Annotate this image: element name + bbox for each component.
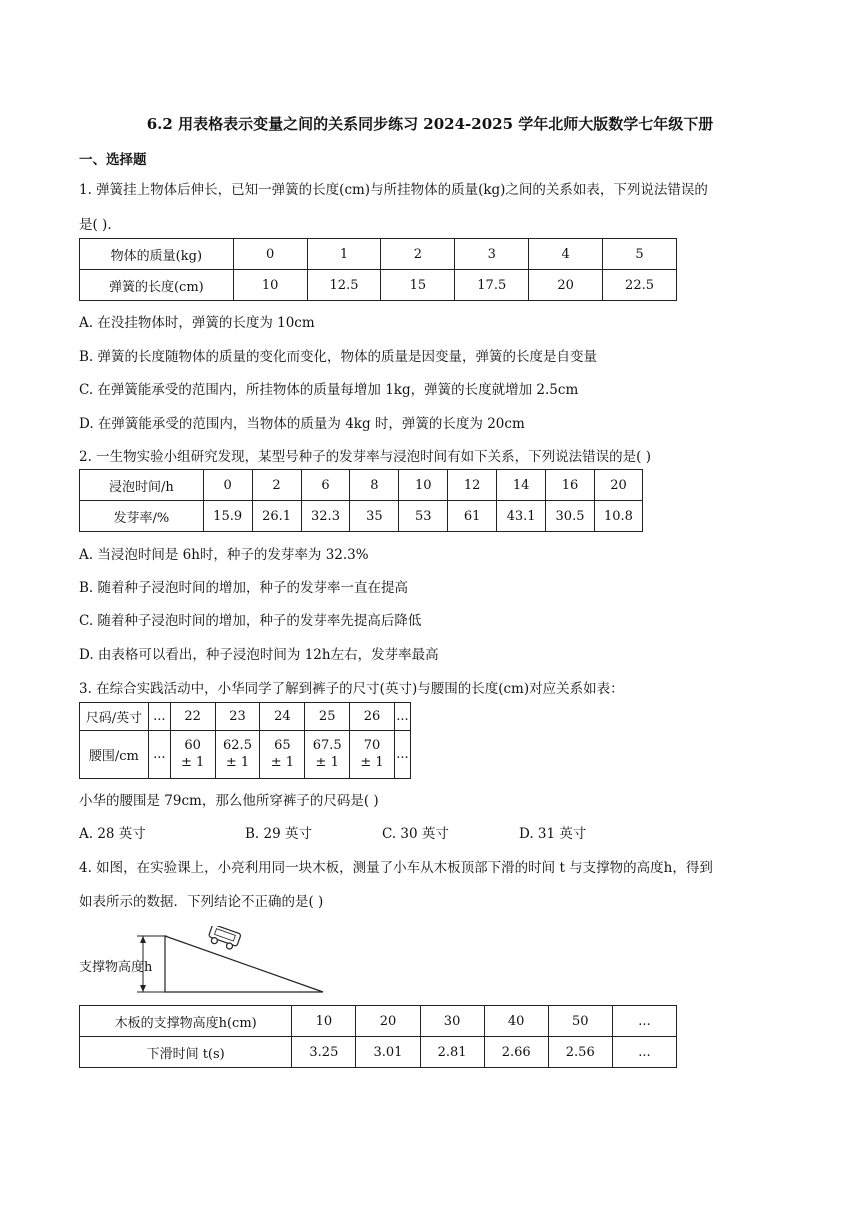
- q2-option-d: D. 由表格可以看出，种子浸泡时间为 12h左右，发芽率最高: [79, 647, 439, 663]
- q1-option-d: D. 在弹簧能承受的范围内，当物体的质量为 4kg 时，弹簧的长度为 20cm: [79, 416, 525, 432]
- table-cell: 5: [603, 239, 677, 270]
- table-cell: 木板的支撑物高度h(cm): [80, 1006, 292, 1037]
- table-cell: 15: [381, 270, 455, 301]
- arrow-up-icon: [140, 936, 146, 943]
- table-cell: 26.1: [252, 501, 301, 532]
- table-cell: ...: [612, 1037, 676, 1068]
- table-cell: 30.5: [546, 501, 595, 532]
- q3-option-b: B. 29 英寸: [245, 826, 312, 842]
- table-cell: 60 ± 1: [170, 731, 215, 779]
- q4-stem-line2: 如表所示的数据．下列结论不正确的是( ): [79, 894, 324, 910]
- table-cell: 20: [529, 270, 603, 301]
- table-cell: 3.01: [356, 1037, 420, 1068]
- table-cell: 23: [215, 703, 260, 731]
- table-cell: 40: [484, 1006, 548, 1037]
- cart-icon: [207, 926, 241, 951]
- table-row: [80, 731, 411, 779]
- table-row: [80, 1006, 677, 1037]
- table-cell: 20: [594, 470, 642, 501]
- q4-table: [79, 1005, 677, 1068]
- table-cell: 发芽率/%: [80, 501, 204, 532]
- table-cell: 1: [307, 239, 381, 270]
- arrow-down-icon: [140, 985, 146, 992]
- table-cell: 0: [233, 239, 307, 270]
- table-cell: ...: [394, 731, 410, 779]
- table-cell: 14: [497, 470, 546, 501]
- q1-option-c: C. 在弹簧能承受的范围内，所挂物体的质量每增加 1kg，弹簧的长度就增加 2.5cm: [79, 382, 579, 398]
- table-cell: 12: [448, 470, 497, 501]
- table-cell: 10: [233, 270, 307, 301]
- table-cell: 15.9: [203, 501, 252, 532]
- q3-option-d: D. 31 英寸: [519, 826, 587, 842]
- q1-stem-line2: 是( ).: [79, 217, 112, 233]
- table-cell: 16: [546, 470, 595, 501]
- q1-option-b: B. 弹簧的长度随物体的质量的变化而变化，物体的质量是因变量，弹簧的长度是自变量: [79, 349, 598, 365]
- table-cell: 67.5 ± 1: [305, 731, 350, 779]
- table-row: [80, 470, 643, 501]
- table-cell: 2.81: [420, 1037, 484, 1068]
- q3-stem: 3. 在综合实践活动中，小华同学了解到裤子的尺寸(英寸)与腰围的长度(cm)对应关系如表：: [79, 681, 624, 697]
- table-cell: 弹簧的长度(cm): [80, 270, 234, 301]
- q2-table: [79, 469, 643, 532]
- section-heading: 一、选择题: [79, 152, 147, 168]
- table-cell: 22.5: [603, 270, 677, 301]
- table-cell: 物体的质量(kg): [80, 239, 234, 270]
- table-cell: 2.56: [548, 1037, 612, 1068]
- table-row: [80, 239, 677, 270]
- table-cell: 6: [301, 470, 350, 501]
- page-title: 6.2 用表格表示变量之间的关系同步练习 2024-2025 学年北师大版数学七年级下册: [146, 115, 714, 133]
- table-cell: 0: [203, 470, 252, 501]
- table-cell: 10: [292, 1006, 356, 1037]
- table-cell: 10: [399, 470, 448, 501]
- table-cell: 25: [305, 703, 350, 731]
- table-cell: 30: [420, 1006, 484, 1037]
- q2-stem: 2. 一生物实验小组研究发现，某型号种子的发芽率与浸泡时间有如下关系，下列说法错误的是( ): [79, 449, 651, 465]
- q1-stem-line1: 1. 弹簧挂上物体后伸长，已知一弹簧的长度(cm)与所挂物体的质量(kg)之间的关系如表，下列说法错误的: [79, 182, 708, 198]
- q4-stem-line1: 4. 如图，在实验课上，小亮利用同一块木板，测量了小车从木板顶部下滑的时间 t 与支撑物的高度h，得到: [79, 860, 713, 876]
- table-cell: 43.1: [497, 501, 546, 532]
- q3-option-a: A. 28 英寸: [79, 826, 146, 842]
- table-cell: 下滑时间 t(s): [80, 1037, 292, 1068]
- table-cell: 4: [529, 239, 603, 270]
- table-cell: ...: [148, 731, 170, 779]
- table-cell: 17.5: [455, 270, 529, 301]
- table-cell: 3: [455, 239, 529, 270]
- table-row: [80, 501, 643, 532]
- q1-table: [79, 238, 677, 301]
- table-cell: ...: [612, 1006, 676, 1037]
- figure-label: 支撑物高度h: [79, 960, 153, 975]
- table-cell: 24: [260, 703, 305, 731]
- incline-diagram: [79, 926, 339, 1000]
- table-cell: 10.8: [594, 501, 642, 532]
- incline-figure: [79, 926, 339, 1000]
- table-cell: 3.25: [292, 1037, 356, 1068]
- table-cell: 腰围/cm: [80, 731, 149, 779]
- table-cell: ...: [394, 703, 410, 731]
- q3-options: [79, 822, 699, 842]
- table-cell: 53: [399, 501, 448, 532]
- table-cell: ...: [148, 703, 170, 731]
- table-cell: 浸泡时间/h: [80, 470, 204, 501]
- q3-table: [79, 702, 411, 779]
- table-cell: 2: [252, 470, 301, 501]
- table-cell: 22: [170, 703, 215, 731]
- table-cell: 70 ± 1: [350, 731, 395, 779]
- table-cell: 50: [548, 1006, 612, 1037]
- table-cell: 12.5: [307, 270, 381, 301]
- q2-option-b: B. 随着种子浸泡时间的增加，种子的发芽率一直在提高: [79, 580, 409, 596]
- q2-option-c: C. 随着种子浸泡时间的增加，种子的发芽率先提高后降低: [79, 613, 422, 629]
- table-cell: 32.3: [301, 501, 350, 532]
- table-cell: 20: [356, 1006, 420, 1037]
- table-cell: 62.5 ± 1: [215, 731, 260, 779]
- table-cell: 61: [448, 501, 497, 532]
- table-cell: 2: [381, 239, 455, 270]
- table-row: [80, 703, 411, 731]
- q3-option-c: C. 30 英寸: [382, 826, 449, 842]
- table-cell: 8: [350, 470, 399, 501]
- q1-option-a: A. 在没挂物体时，弹簧的长度为 10cm: [79, 315, 315, 331]
- table-cell: 尺码/英寸: [80, 703, 149, 731]
- incline-board: [165, 936, 323, 992]
- table-cell: 65 ± 1: [260, 731, 305, 779]
- table-row: [80, 1037, 677, 1068]
- q3-question: 小华的腰围是 79cm，那么他所穿裤子的尺码是( ): [79, 793, 379, 809]
- q2-option-a: A. 当浸泡时间是 6h时，种子的发芽率为 32.3%: [79, 547, 369, 563]
- table-row: [80, 270, 677, 301]
- table-cell: 35: [350, 501, 399, 532]
- table-cell: 2.66: [484, 1037, 548, 1068]
- table-cell: 26: [350, 703, 395, 731]
